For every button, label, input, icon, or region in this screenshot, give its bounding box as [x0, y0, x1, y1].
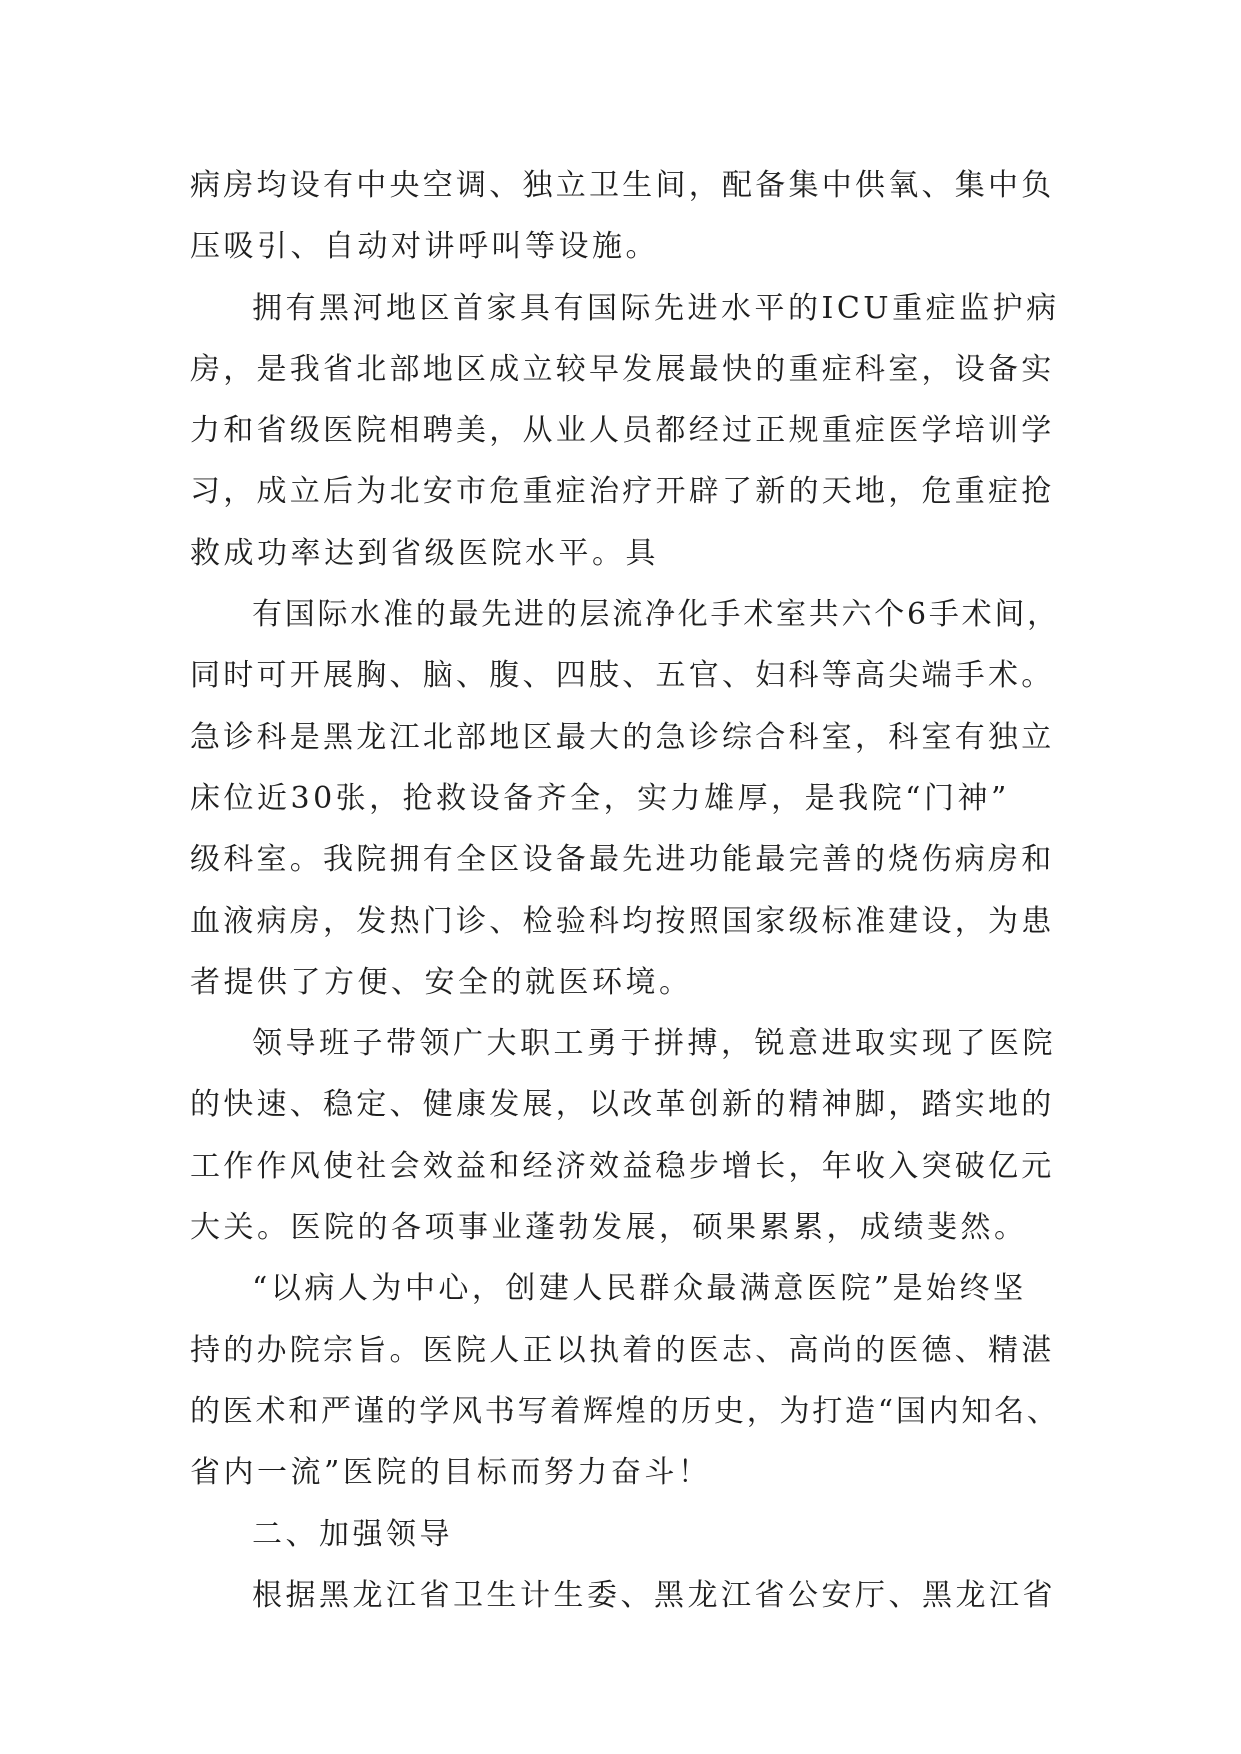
text-line: 者提供了方便、安全的就医环境。: [190, 964, 693, 1000]
text-line: 大关。医院的各项事业蓬勃发展，硕果累累，成绩斐然。: [190, 1210, 1028, 1246]
text-line: 救成功率达到省级医院水平。具: [190, 535, 659, 571]
text-line: 急诊科是黑龙江北部地区最大的急诊综合科室，科室有独立: [190, 719, 1055, 755]
text-line: 力和省级医院相聘美，从业人员都经过正规重症医学培训学: [190, 413, 1055, 449]
text-line: 血液病房，发热门诊、检验科均按照国家级标准建设，为患: [190, 903, 1055, 939]
text-line: 的医术和严谨的学风书写着辉煌的历史，为打造“国内知名、: [190, 1393, 1060, 1429]
text-line: 的快速、稳定、健康发展，以改革创新的精神脚，踏实地的: [190, 1087, 1055, 1123]
text-line: 根据黑龙江省卫生计生委、黑龙江省公安厅、黑龙江省: [252, 1577, 1056, 1613]
document-body: [190, 155, 1060, 1626]
text-line: 有国际水准的最先进的层流净化手术室共六个6手术间，: [252, 597, 1060, 633]
text-line: 工作作风使社会效益和经济效益稳步增长，年收入突破亿元: [190, 1148, 1055, 1184]
text-line: 持的办院宗旨。医院人正以执着的医志、高尚的医德、精湛: [190, 1332, 1055, 1368]
text-line: 级科室。我院拥有全区设备最先进功能最完善的烧伤病房和: [190, 842, 1055, 878]
text-line: 省内一流”医院的目标而努力奋斗！: [190, 1455, 712, 1491]
text-line: 床位近30张，抢救设备齐全，实力雄厚，是我院“门神”: [190, 780, 1010, 816]
section-heading: 二、加强领导: [252, 1516, 453, 1552]
text-line: 拥有黑河地区首家具有国际先进水平的ICU重症监护病: [252, 290, 1060, 326]
text-line: 同时可开展胸、脑、腹、四肢、五官、妇科等高尖端手术。: [190, 658, 1055, 694]
text-line: 压吸引、自动对讲呼叫等设施。: [190, 229, 659, 265]
text-line: 习，成立后为北安市危重症治疗开辟了新的天地，危重症抢: [190, 474, 1055, 510]
text-line: “以病人为中心，创建人民群众最满意医院”是始终坚: [252, 1271, 1027, 1307]
text-line: 领导班子带领广大职工勇于拼搏，锐意进取实现了医院: [252, 1026, 1056, 1062]
text-line: 房，是我省北部地区成立较早发展最快的重症科室，设备实: [190, 351, 1055, 387]
text-line: 病房均设有中央空调、独立卫生间，配备集中供氧、集中负: [190, 168, 1055, 203]
